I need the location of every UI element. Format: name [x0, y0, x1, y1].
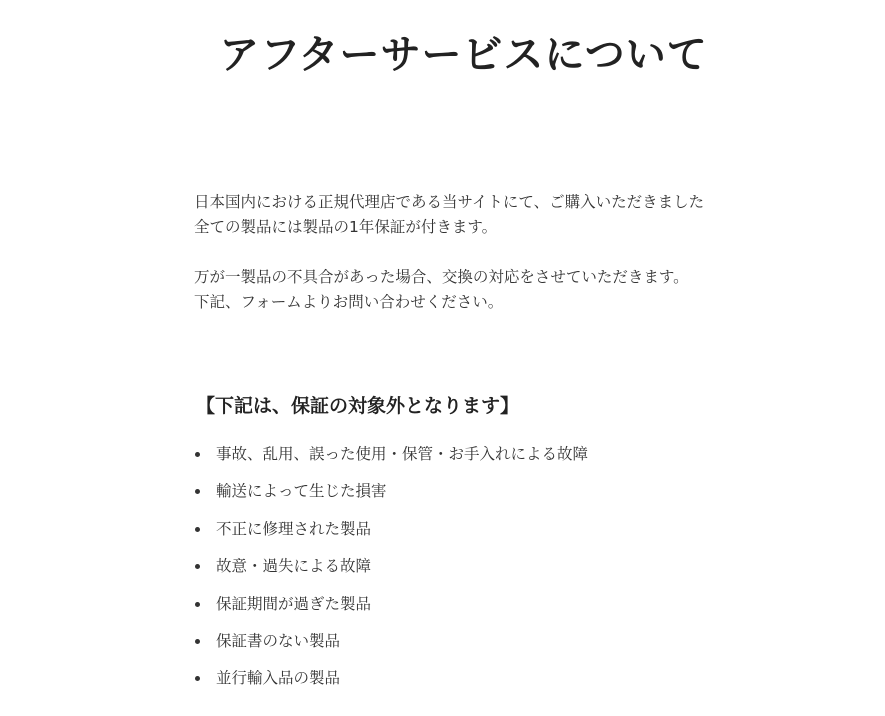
- bullet-icon: [195, 527, 200, 532]
- bullet-icon: [195, 452, 200, 457]
- list-item-label: 保証期間が過ぎた製品: [216, 594, 372, 613]
- list-item: [194, 442, 754, 479]
- list-item: [194, 629, 754, 666]
- list-item-label: 不正に修理された製品: [216, 519, 372, 538]
- exclusions-heading: 【下記は、保証の対象外となります】: [196, 395, 520, 417]
- list-item-label: 事故、乱用、誤った使用・保管・お手入れによる故障: [216, 445, 589, 463]
- defect-paragraph: [194, 265, 754, 315]
- intro-section: [194, 190, 754, 315]
- defect-line-2: 下記、フォームよりお問い合わせください。: [194, 293, 504, 311]
- bullet-icon: [195, 639, 200, 644]
- list-item: [194, 592, 754, 629]
- list-item-label: 並行輸入品の製品: [216, 669, 341, 688]
- bullet-icon: [195, 676, 200, 681]
- exclusions-list: [194, 442, 754, 704]
- bullet-icon: [195, 602, 200, 607]
- defect-line-1: 万が一製品の不具合があった場合、交換の対応をさせていただきます。: [194, 268, 689, 286]
- warranty-line-1: 日本国内における正規代理店である当サイトにて、ご購入いただきました: [194, 193, 705, 211]
- bullet-icon: [195, 564, 200, 569]
- page-title: アフターサービスについて: [219, 32, 708, 78]
- warranty-paragraph: [194, 190, 754, 240]
- list-item-label: 輸送によって生じた損害: [216, 482, 387, 501]
- list-item: [194, 666, 754, 703]
- list-item: [194, 554, 754, 591]
- bullet-icon: [195, 489, 200, 494]
- list-item-label: 故意・過失による故障: [216, 557, 372, 576]
- list-item: [194, 517, 754, 554]
- warranty-line-2: 全ての製品には製品の1年保証が付きます。: [194, 218, 498, 236]
- list-item-label: 保証書のない製品: [216, 631, 341, 650]
- list-item: [194, 479, 754, 516]
